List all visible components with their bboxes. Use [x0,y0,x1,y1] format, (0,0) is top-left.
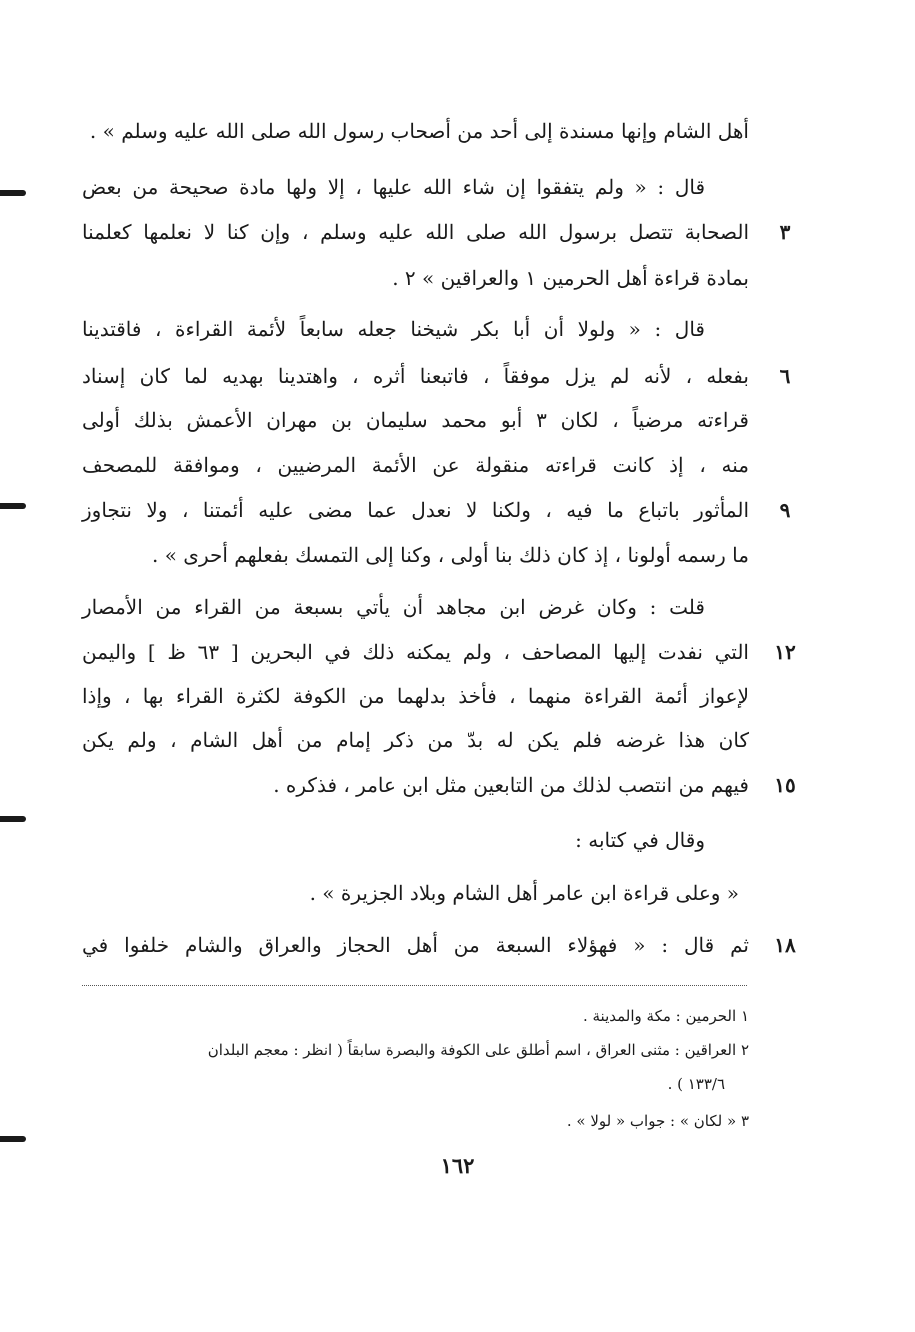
line-number: ١٨ [774,933,796,957]
body-line: لإعواز أئمة القراءة منهما ، فأخذ بدلهما من الكوفة لكثرة القراء بها ، وإذا [82,684,749,708]
body-line: منه ، إذ كانت قراءته منقولة عن الأئمة المرضيين ، وموافقة للمصحف [82,453,749,477]
body-line: قلت : وكان غرض ابن مجاهد أن يأتي بسبعة من القراء من الأمصار [82,595,705,619]
body-line: أهل الشام وإنها مسندة إلى أحد من أصحاب رسول الله صلى الله عليه وسلم » . [89,119,749,143]
footnote: ١٣٣/٦ ) . [667,1075,725,1093]
line-number: ٩ [779,498,791,522]
line-number: ١٢ [774,640,796,664]
body-line: ثم قال : « فهؤلاء السبعة من أهل الحجاز والعراق والشام خلفوا في [82,933,749,957]
margin-mark [0,503,26,509]
body-line: بفعله ، لأنه لم يزل موفقاً ، فاتبعنا أثره ، واهتدينا بهديه لما كان إسناد [82,364,749,388]
body-line: فيهم من انتصب لذلك من التابعين مثل ابن عامر ، فذكره . [273,773,749,797]
line-number: ٦ [779,364,791,388]
footnote: ١ الحرمين : مكة والمدينة . [582,1007,749,1025]
footnote-separator [82,985,747,986]
line-number: ٣ [779,220,791,244]
body-line: قال : « ولم يتفقوا إن شاء الله عليها ، إلا ولها مادة صحيحة من بعض [82,175,706,199]
body-line: بمادة قراءة أهل الحرمين ١ والعراقين » ٢ . [392,266,749,290]
page-number: ١٦٢ [440,1153,475,1178]
body-line: قراءته مرضياً ، لكان ٣ أبو محمد سليمان بن مهران الأعمش بذلك أولى [82,408,749,432]
footnote: ٢ العراقين : مثنى العراق ، اسم أطلق على الكوفة والبصرة سابقاً ( انظر : معجم البلدان [207,1041,749,1059]
body-line: وقال في كتابه : [575,828,705,852]
body-line: كان هذا غرضه فلم يكن له بدّ من ذكر إمام من أهل الشام ، ولم يكن [82,728,749,752]
body-line: قال : « ولولا أن أبا بكر شيخنا جعله سابعاً لأئمة القراءة ، فاقتدينا [82,317,705,341]
margin-mark [0,1136,26,1142]
body-line: المأثور باتباع ما فيه ، ولكنا لا نعدل عما مضى عليه أئمتنا ، ولا نتجاوز [82,498,749,522]
footnote: ٣ « لكان » : جواب « لولا » . [566,1112,749,1130]
body-line: ما رسمه أولونا ، إذ كان ذلك بنا أولى ، وكنا إلى التمسك بفعلهم أحرى » . [152,543,749,567]
body-line: الصحابة تتصل برسول الله صلى الله عليه وسلم ، وإن كنا لا نعلمها كعلمنا [82,220,749,244]
margin-mark [0,190,26,196]
body-line: التي نفدت إليها المصاحف ، ولم يمكنه ذلك في البحرين [ ٦٣ ظ ] واليمن [82,640,749,664]
margin-mark [0,816,26,822]
line-number: ١٥ [774,773,796,797]
body-line: « وعلى قراءة ابن عامر أهل الشام وبلاد الجزيرة » . [309,881,739,905]
